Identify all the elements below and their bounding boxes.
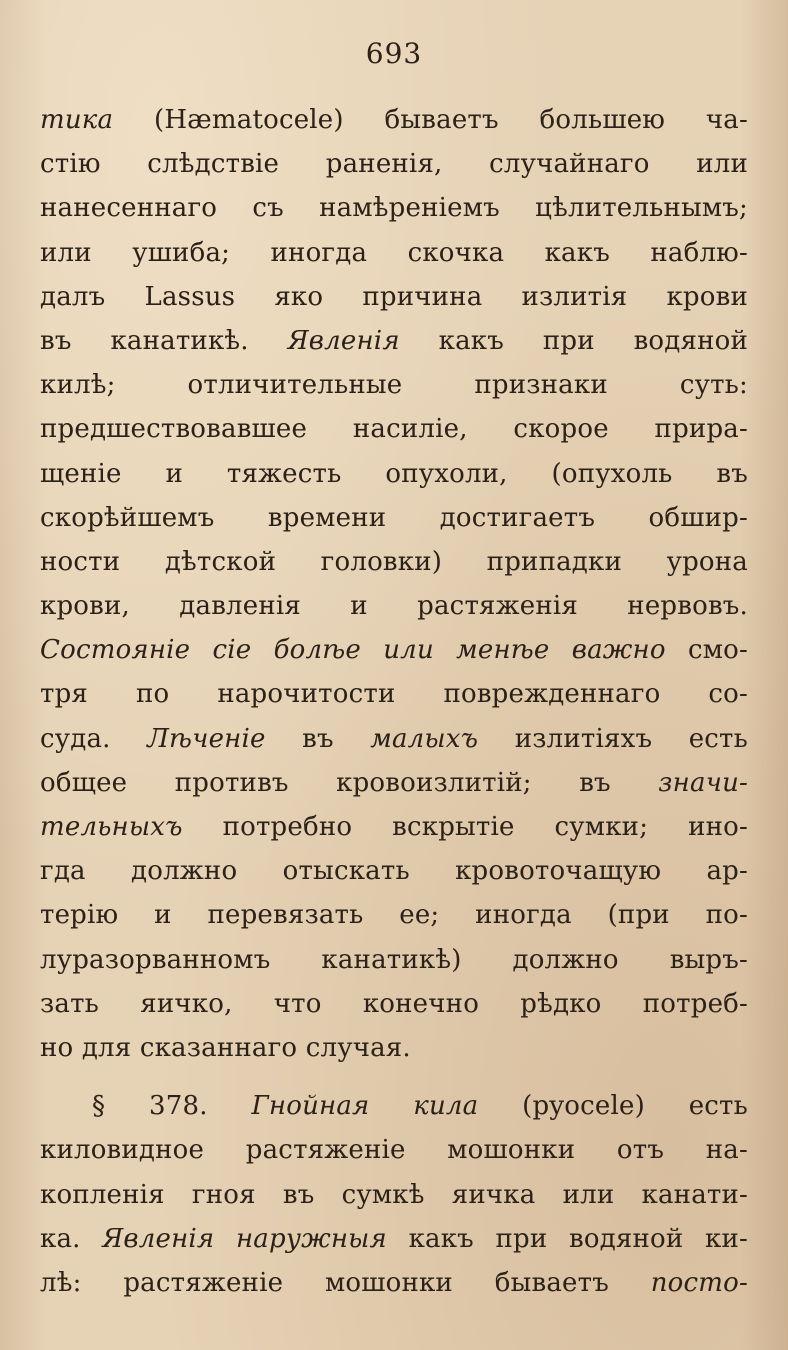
text-segment: § 378. (92, 1091, 252, 1122)
page-number: 693 (365, 37, 423, 70)
text-segment: суда. (40, 723, 148, 754)
text-segment: Гнойная кила (251, 1091, 479, 1122)
text-segment: ности дѣтской головки) припадки урона (40, 546, 748, 577)
text-segment: но для сказаннаго случая. (40, 1032, 411, 1063)
text-segment: ка. (40, 1223, 103, 1254)
body-text (40, 98, 748, 1305)
text-segment: килѣ; отличительные признаки суть: (40, 370, 748, 401)
text-segment: крови, давленія и растяженія нервовъ. (40, 591, 748, 622)
text-line-15 (40, 717, 748, 761)
text-line-2 (40, 142, 748, 186)
text-line-5 (40, 275, 748, 319)
text-line-21 (40, 982, 748, 1026)
text-line-16 (40, 761, 748, 805)
text-segment: стію слѣдствіе раненія, случайнаго или (40, 149, 748, 180)
text-segment: малыхъ (370, 723, 479, 754)
text-line-12 (40, 584, 748, 628)
text-line-7 (40, 363, 748, 407)
text-segment: нанесеннаго съ намѣреніемъ цѣлительнымъ; (40, 193, 748, 224)
text-segment: Состояніе сіе болѣе или менѣе важно (40, 635, 666, 666)
text-segment: тика (40, 105, 114, 135)
text-segment: потребно вскрытіе сумки; ино- (182, 812, 748, 842)
text-segment: въ (265, 723, 371, 754)
text-segment: какъ при водяной ки- (386, 1223, 748, 1254)
text-line-17 (40, 805, 748, 849)
text-line-11 (40, 540, 748, 584)
text-line-26 (40, 1217, 748, 1261)
text-line-13 (40, 628, 748, 672)
text-line-19 (40, 893, 748, 937)
text-line-10 (40, 496, 748, 540)
text-segment: Лѣченіе (147, 723, 266, 754)
text-line-23 (40, 1084, 748, 1128)
text-segment: тельныхъ (40, 812, 183, 842)
text-line-6 (40, 319, 748, 363)
text-line-4 (40, 231, 748, 275)
text-line-14 (40, 672, 748, 716)
text-segment: лѣ: растяженіе мошонки бываетъ (40, 1267, 651, 1298)
text-segment: скорѣйшемъ времени достигаетъ обшир- (40, 502, 748, 533)
text-segment: предшествовавшее насиліе, скорое прира- (40, 414, 748, 445)
text-segment: луразорванномъ канатикѣ) должно выръ- (40, 944, 748, 975)
text-segment: (pyocele) есть (478, 1091, 748, 1122)
text-segment: терію и перевязать ее; иногда (при по- (40, 900, 748, 931)
text-line-24 (40, 1128, 748, 1172)
text-line-25 (40, 1173, 748, 1217)
text-segment: излитіяхъ есть (478, 723, 748, 754)
text-segment: щеніе и тяжесть опухоли, (опухоль въ (40, 458, 748, 489)
text-segment: общее противъ кровоизлитій; въ (40, 767, 659, 798)
text-line-20 (40, 938, 748, 982)
text-segment: зать яичко, что конечно рѣдко потреб- (40, 988, 748, 1019)
text-line-27 (40, 1261, 748, 1305)
text-line-3 (40, 186, 748, 230)
text-segment: (Hæmatocele) бываетъ большею ча- (113, 105, 748, 135)
text-segment: какъ при водяной (399, 325, 748, 356)
text-segment: Явленія (287, 325, 400, 356)
text-segment: въ канатикѣ. (40, 325, 288, 356)
text-segment: копленія гноя въ сумкѣ яичка или канати- (40, 1179, 748, 1210)
text-line-9 (40, 452, 748, 496)
text-segment: посто- (650, 1267, 748, 1298)
text-segment: значи- (658, 767, 748, 798)
text-line-18 (40, 849, 748, 893)
text-segment: далъ Lassus яко причина излитія крови (40, 281, 748, 312)
text-segment: смо- (665, 635, 748, 666)
text-line-1 (40, 98, 748, 142)
text-line-22 (40, 1026, 748, 1070)
text-segment: тря по нарочитости поврежденнаго со- (40, 679, 748, 710)
text-segment: гда должно отыскать кровоточащую ар- (40, 856, 748, 887)
text-segment: Явленія наружныя (102, 1223, 387, 1254)
text-segment: киловидное растяженіе мошонки отъ на- (40, 1135, 748, 1166)
text-line-8 (40, 407, 748, 451)
text-segment: или ушиба; иногда скочка какъ наблю- (40, 237, 748, 268)
